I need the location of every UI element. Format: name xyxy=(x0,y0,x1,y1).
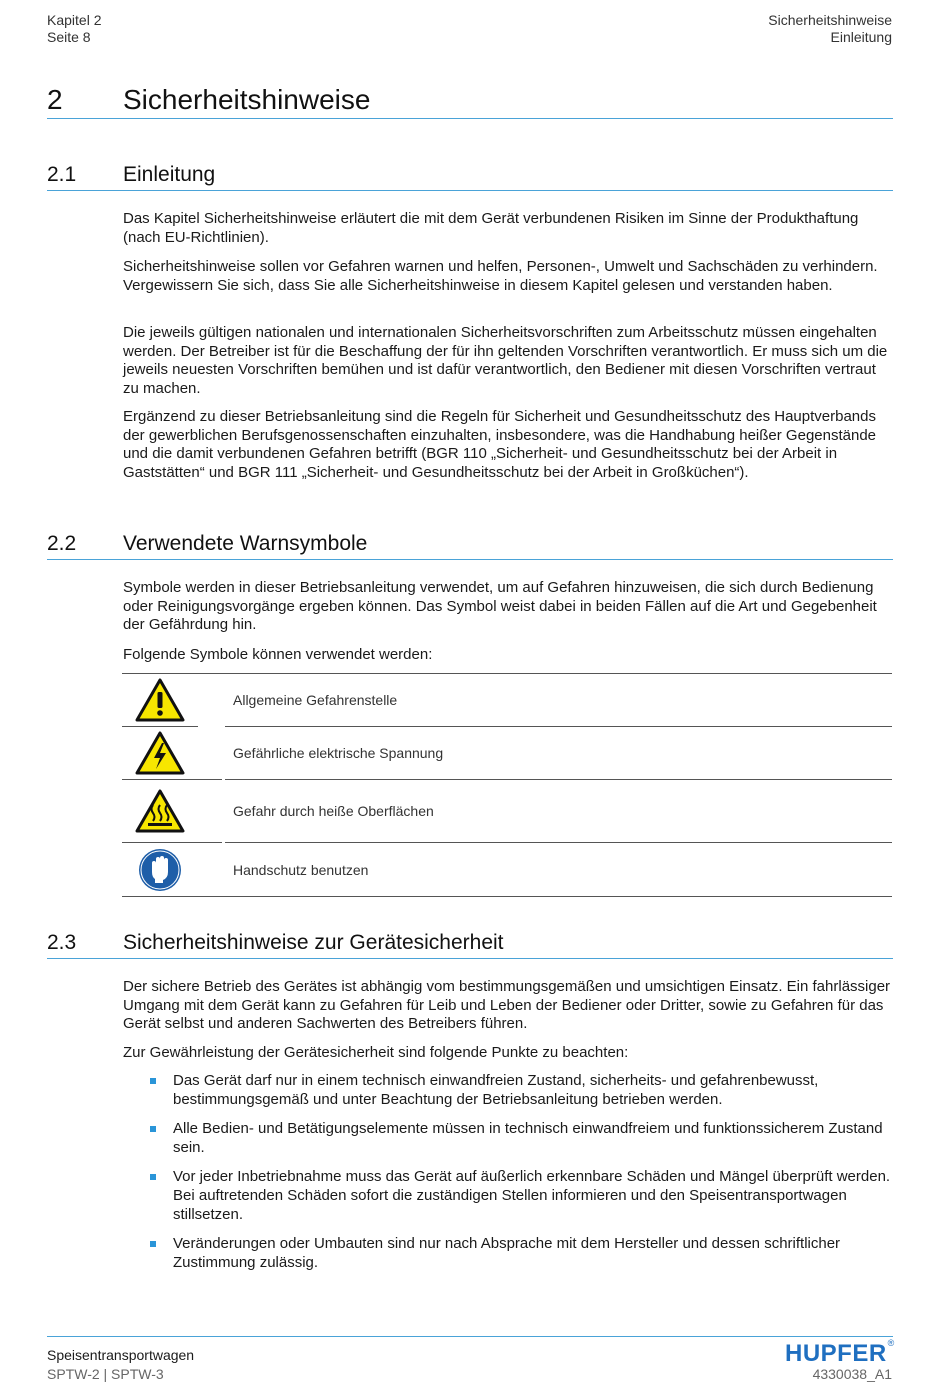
footer-divider xyxy=(47,1336,893,1337)
list-item: Vor jeder Inbetriebnahme muss das Gerät auf äußerlich erkennbare Schäden und Mängel überprüft werden. Bei auftretenden Schäden sofort die zuständigen Stellen informieren und den Speisentransportwagen stillsetzen. xyxy=(150,1168,892,1224)
symbol-label: Handschutz benutzen xyxy=(233,861,369,878)
symbol-label: Gefahr durch heiße Oberflächen xyxy=(233,802,434,819)
symbol-row xyxy=(122,673,892,726)
electric-voltage-icon xyxy=(122,726,198,779)
paragraph: Sicherheitshinweise sollen vor Gefahren warnen und helfen, Personen-, Umwelt und Sachschäden zu verhindern. Vergewissern Sie sich, dass Sie alle Sicherheitshinweise in diesem Kapitel gelesen und verstanden haben. xyxy=(123,258,878,294)
header-section-title: Einleitung xyxy=(830,29,892,45)
symbol-label: Allgemeine Gefahrenstelle xyxy=(233,691,398,708)
header-section-info xyxy=(768,12,892,46)
header-chapter-info xyxy=(47,12,101,46)
header-chapter-title: Sicherheitshinweise xyxy=(768,12,892,28)
section-heading-2-1 xyxy=(47,163,893,191)
footer-models: SPTW-2 | SPTW-3 xyxy=(47,1366,164,1382)
section-number: 2.2 xyxy=(47,532,77,555)
chapter-number: 2 xyxy=(47,84,63,115)
symbol-row xyxy=(122,726,892,779)
symbol-row xyxy=(122,842,892,897)
paragraph: Die jeweils gültigen nationalen und internationalen Sicherheitsvorschriften zum Arbeitsschutz müssen eingehalten werden. Der Betreiber ist für die Beschaffung der für ihn geltenden Vorschriften verantwortlich. Er muss sich um die jeweils neuesten Vorschriften bemühen und ist dafür verantwortlich, den Bediener mit diesen Vorschriften vertraut zu machen. xyxy=(123,324,888,397)
footer-product-info xyxy=(47,1346,194,1384)
footer-product: Speisentransportwagen xyxy=(47,1347,195,1363)
list-item: Veränderungen oder Umbauten sind nur nach Absprache mit dem Hersteller und dessen schriftlicher Zustimmung zulässig. xyxy=(150,1235,892,1272)
symbol-label: Gefährliche elektrische Spannung xyxy=(233,744,444,761)
paragraph: Ergänzend zu dieser Betriebsanleitung sind die Regeln für Sicherheit und Gesundheitsschutz des Hauptverbands der gewerblichen Berufsgenossenschaften einzuhalten, insbesondere, was die Handhabung heißer Gegenstände und die damit verbundenen Gefahren betrifft (BGR 110 „Sicherheit- und Gesundheitsschutz bei der Arbeit in Gaststätten“ und BGR 111 „Sicherheit- und Gesundheitsschutz bei der Arbeit in Großküchen“). xyxy=(123,408,877,481)
section-number: 2.1 xyxy=(47,163,77,186)
hot-surface-icon xyxy=(122,779,198,842)
footer-doc-number: 4330038_A1 xyxy=(812,1366,892,1382)
paragraph: Der sichere Betrieb des Gerätes ist abhängig vom bestimmungsgemäßen und umsichtigen Einsatz. Ein fahrlässiger Umgang mit dem Gerät kann zu Gefahren für Leib und Leben der Bediener oder Dritter, sowie zu Gefahren für das Gerät selbst und anderen Sachwerten des Betreibers führen. xyxy=(123,978,891,1033)
list-item: Das Gerät darf nur in einem technisch einwandfreien Zustand, sicherheits- und gefahrenbewusst, bestimmungsgemäß und unter Beachtung der Betriebsanleitung betrieben werden. xyxy=(150,1072,892,1109)
header-chapter: Kapitel 2 xyxy=(47,12,102,28)
brand-name: HUPFER xyxy=(785,1340,887,1367)
section-title: Verwendete Warnsymbole xyxy=(123,532,368,555)
chapter-title: Sicherheitshinweise xyxy=(123,84,371,115)
chapter-heading xyxy=(47,84,893,119)
brand-logo xyxy=(785,1340,895,1368)
symbol-row xyxy=(122,779,892,842)
section-number: 2.3 xyxy=(47,931,77,954)
paragraph: Zur Gewährleistung der Gerätesicherheit sind folgende Punkte zu beachten: xyxy=(123,1044,629,1061)
general-warning-icon xyxy=(122,673,198,726)
warning-symbols-table xyxy=(122,673,892,897)
section-heading-2-2 xyxy=(47,532,893,560)
paragraph: Das Kapitel Sicherheitshinweise erläutert die mit dem Gerät verbundenen Risiken im Sinne der Produkthaftung (nach EU-Richtlinien). xyxy=(123,210,859,246)
hand-protection-icon xyxy=(122,842,198,897)
paragraph: Symbole werden in dieser Betriebsanleitung verwendet, um auf Gefahren hinzuweisen, die sich durch Bedienung oder Reinigungsvorgänge ergeben können. Das Symbol weist dabei in beiden Fällen auf die Art und Gegebenheit der Gefährdung hin. xyxy=(123,579,877,634)
section-title: Sicherheitshinweise zur Gerätesicherheit xyxy=(123,931,504,954)
paragraph: Folgende Symbole können verwendet werden: xyxy=(123,646,433,663)
header-page: Seite 8 xyxy=(47,29,91,45)
registered-mark: ® xyxy=(887,1338,895,1348)
section-title: Einleitung xyxy=(123,163,216,186)
section-heading-2-3 xyxy=(47,931,893,959)
safety-bullet-list xyxy=(150,1072,892,1283)
list-item: Alle Bedien- und Betätigungselemente müssen in technisch einwandfreiem und funktionssicherem Zustand sein. xyxy=(150,1120,892,1157)
